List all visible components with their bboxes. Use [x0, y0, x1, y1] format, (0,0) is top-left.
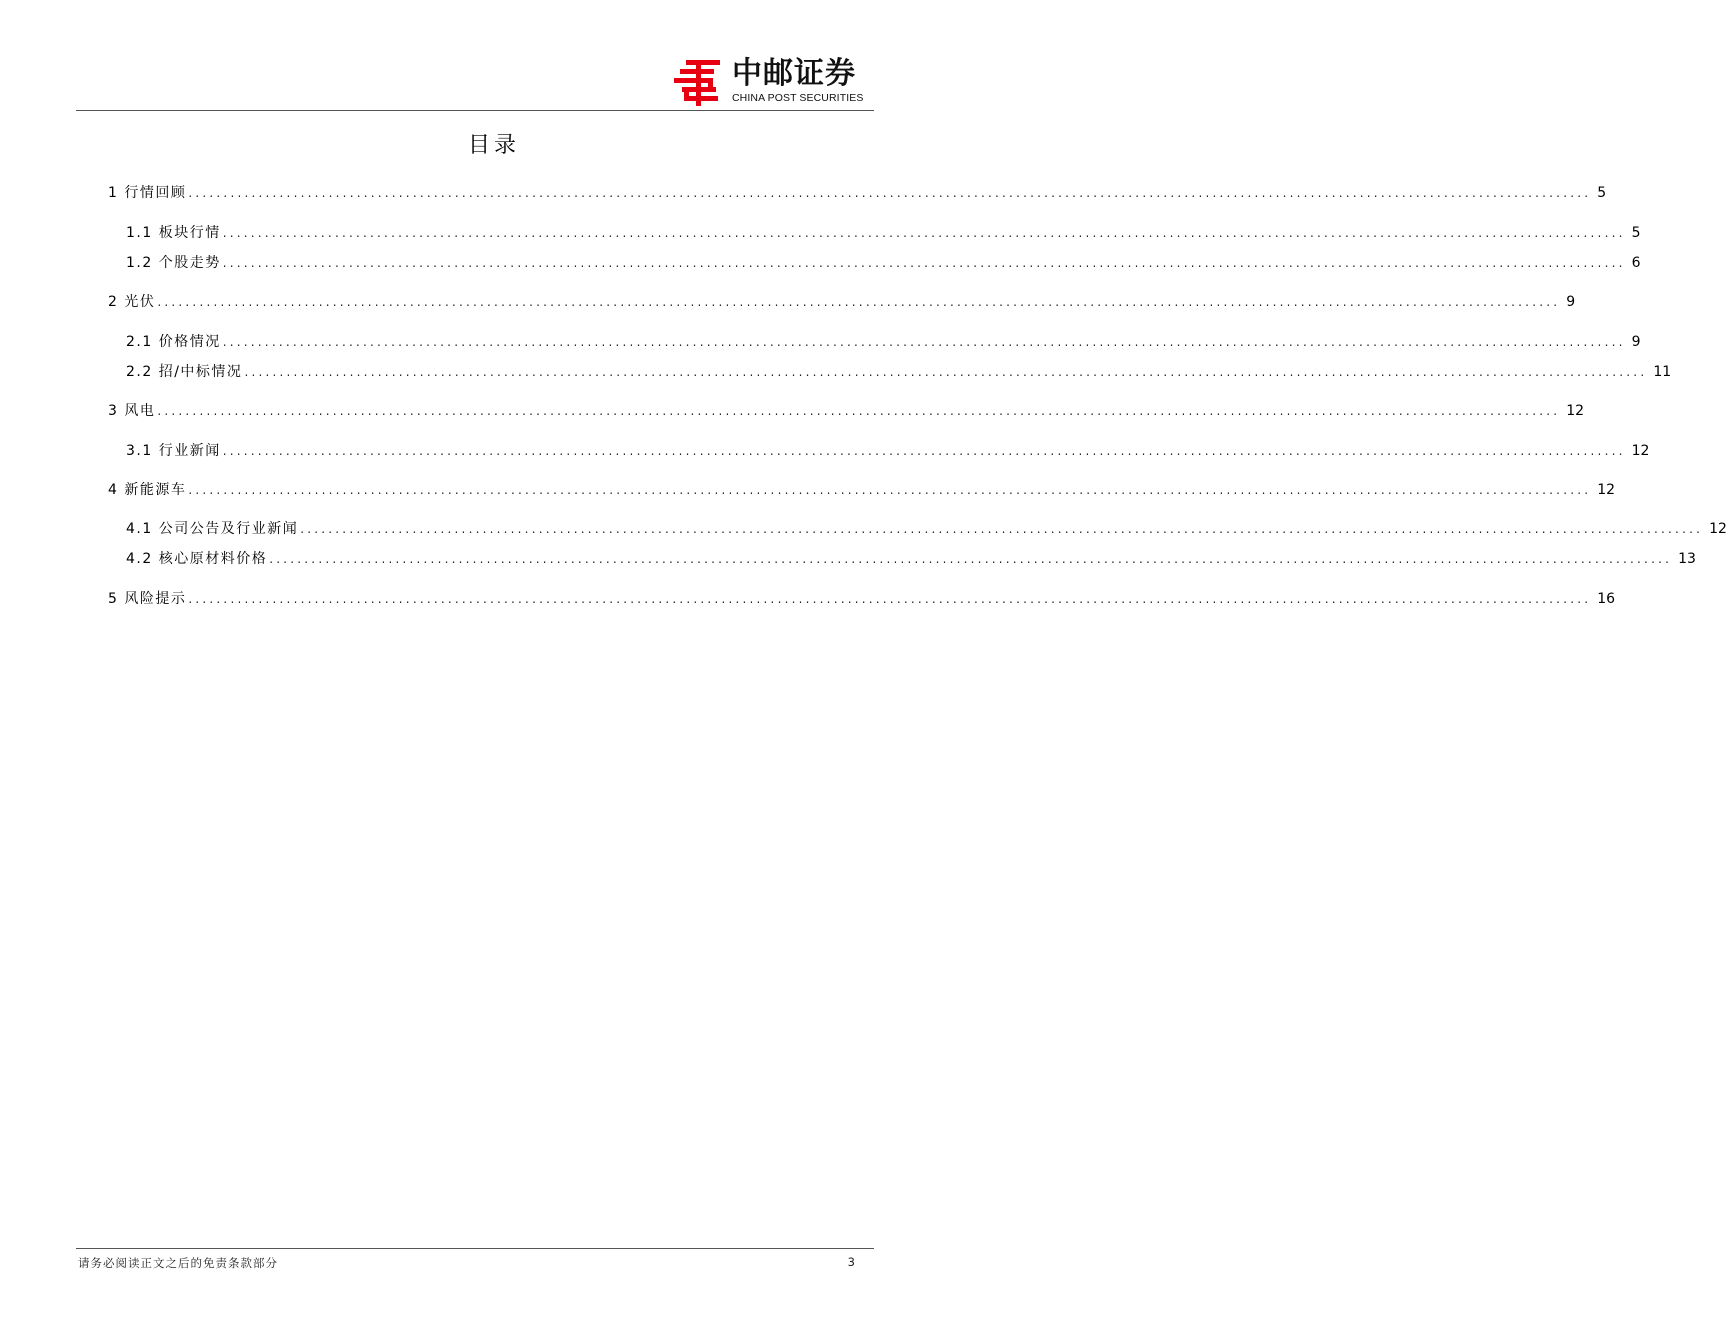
company-logo: [672, 56, 878, 108]
toc-entry[interactable]: [126, 519, 1727, 539]
china-post-logo-icon: [672, 56, 724, 108]
toc-entry-page: 12: [1566, 403, 1585, 419]
toc-dot-leader: ........................................................................................................................................................................................................: [188, 592, 1592, 606]
toc-entry[interactable]: [108, 589, 1616, 609]
toc-entry-page: 9: [1631, 334, 1641, 350]
toc-entry[interactable]: [126, 253, 1641, 273]
toc-title: 目录: [467, 133, 520, 158]
footer-page-number: 3: [847, 1255, 855, 1269]
toc-dot-leader: ........................................................................................................................................................................................................: [222, 335, 1626, 349]
toc-dot-leader: ........................................................................................................................................................................................................: [188, 186, 1592, 200]
toc-entry[interactable]: [126, 223, 1641, 243]
toc-entry[interactable]: [108, 292, 1576, 312]
toc-entry[interactable]: [108, 401, 1585, 421]
toc-entry-page: 5: [1597, 185, 1607, 201]
page-header: [0, 0, 950, 112]
toc-entry-label: 3.1 行业新闻: [126, 443, 221, 459]
toc-dot-leader: ........................................................................................................................................................................................................: [157, 404, 1561, 418]
toc-entry-label: 2.1 价格情况: [126, 334, 221, 350]
toc-dot-leader: ........................................................................................................................................................................................................: [222, 256, 1626, 270]
toc-entry-label: 4 新能源车: [108, 482, 187, 498]
toc-entry-label: 2 光伏: [108, 294, 156, 310]
toc-entry-label: 3 风电: [108, 403, 156, 419]
toc-entry-page: 16: [1597, 591, 1616, 607]
logo-chinese-name: 中邮证券: [732, 56, 856, 91]
toc-entry[interactable]: [126, 362, 1672, 382]
toc-entry-page: 12: [1597, 482, 1616, 498]
toc-dot-leader: ........................................................................................................................................................................................................: [222, 226, 1626, 240]
toc-entry-label: 1 行情回顾: [108, 185, 187, 201]
toc-entry-label: 4.1 公司公告及行业新闻: [126, 521, 299, 537]
toc-entry-page: 12: [1709, 521, 1727, 537]
toc-entry-page: 5: [1631, 225, 1641, 241]
toc-entry-label: 5 风险提示: [108, 591, 187, 607]
toc-entry-page: 9: [1566, 294, 1576, 310]
header-divider: [76, 110, 874, 111]
toc-dot-leader: ........................................................................................................................................................................................................: [244, 365, 1648, 379]
toc-dot-leader: ........................................................................................................................................................................................................: [188, 483, 1592, 497]
toc-entry[interactable]: [126, 332, 1641, 352]
toc-entry-page: 6: [1631, 255, 1641, 271]
toc-entry-page: 12: [1631, 443, 1650, 459]
toc-dot-leader: ........................................................................................................................................................................................................: [300, 522, 1704, 536]
toc-entry-label: 1.1 板块行情: [126, 225, 221, 241]
toc-dot-leader: ........................................................................................................................................................................................................: [269, 552, 1673, 566]
toc-entry-page: 13: [1678, 551, 1696, 567]
toc-entry[interactable]: [108, 183, 1607, 203]
toc-entry-page: 11: [1653, 364, 1672, 380]
footer-divider: [76, 1248, 874, 1249]
toc-entry-label: 1.2 个股走势: [126, 255, 221, 271]
toc-entry[interactable]: [126, 441, 1650, 461]
toc-dot-leader: ........................................................................................................................................................................................................: [157, 295, 1561, 309]
toc-entry[interactable]: [126, 549, 1696, 569]
toc-entry-label: 4.2 核心原材料价格: [126, 551, 268, 567]
logo-english-name: CHINA POST SECURITIES: [732, 92, 864, 104]
toc-entry-label: 2.2 招/中标情况: [126, 364, 243, 380]
toc-dot-leader: ........................................................................................................................................................................................................: [222, 444, 1626, 458]
footer-disclaimer: 请务必阅读正文之后的免责条款部分: [78, 1256, 278, 1270]
toc-entry[interactable]: [108, 480, 1616, 500]
